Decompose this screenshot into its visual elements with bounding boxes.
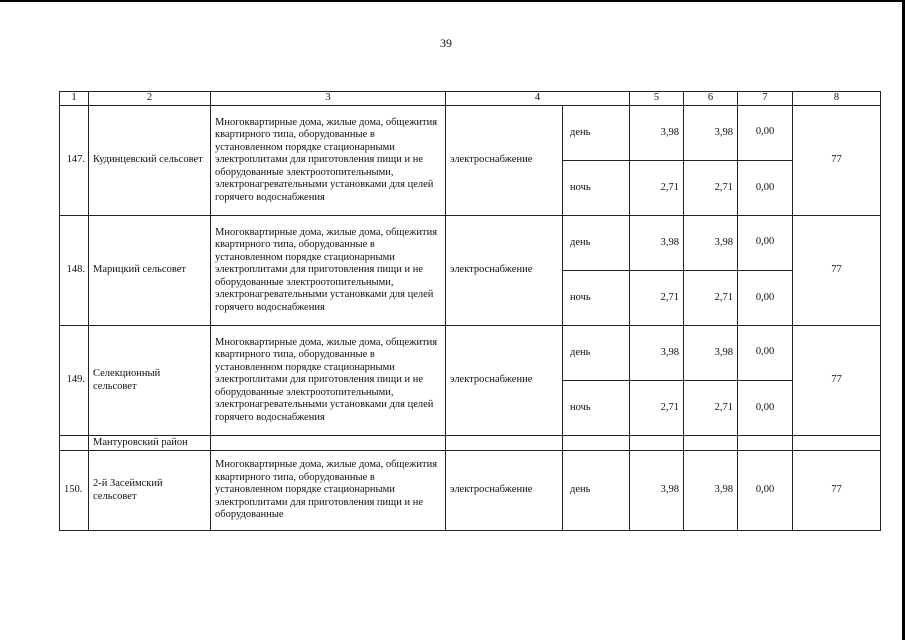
table-row bbox=[60, 326, 881, 381]
header-cell-6: 6 bbox=[684, 92, 738, 106]
settlement-name: Марицкий сельсовет bbox=[89, 216, 211, 326]
tariff-col6: 2,71 bbox=[684, 161, 738, 216]
row-number: 150. bbox=[60, 451, 89, 531]
table-row bbox=[60, 216, 881, 271]
period-day: день bbox=[563, 106, 630, 161]
tariff-col5: 2,71 bbox=[630, 381, 684, 436]
consumer-category: Многоквартирные дома, жилые дома, общежития квартирного типа, оборудованные в установленном порядке стационарными электроплитами для приготовления пищи и не оборудованные bbox=[211, 451, 446, 531]
tariff-col6: 3,98 bbox=[684, 106, 738, 161]
settlement-name: Кудинцевский сельсовет bbox=[89, 106, 211, 216]
settlement-name: Селекционный сельсовет bbox=[89, 326, 211, 436]
empty-cell bbox=[793, 436, 881, 451]
row-number: 149. bbox=[60, 326, 89, 436]
tariff-col5: 3,98 bbox=[630, 216, 684, 271]
header-cell-7: 7 bbox=[738, 92, 793, 106]
empty-cell bbox=[684, 436, 738, 451]
district-row bbox=[60, 436, 881, 451]
tariff-col5: 3,98 bbox=[630, 106, 684, 161]
tariff-col5: 3,98 bbox=[630, 326, 684, 381]
tariff-table bbox=[59, 91, 881, 531]
tariff-col6: 2,71 bbox=[684, 271, 738, 326]
tariff-col6: 2,71 bbox=[684, 381, 738, 436]
service-type: электроснабжение bbox=[446, 216, 563, 326]
service-type: электроснабжение bbox=[446, 451, 563, 531]
header-row bbox=[60, 92, 881, 106]
row-number: 147. bbox=[60, 106, 89, 216]
empty-cell bbox=[211, 436, 446, 451]
row-number: 148. bbox=[60, 216, 89, 326]
tariff-col7: 0,00 bbox=[738, 106, 793, 161]
service-type: электроснабжение bbox=[446, 106, 563, 216]
empty-cell bbox=[446, 436, 563, 451]
header-cell-2: 2 bbox=[89, 92, 211, 106]
period-day: день bbox=[563, 216, 630, 271]
header-cell-8: 8 bbox=[793, 92, 881, 106]
tariff-col8: 77 bbox=[793, 451, 881, 531]
period-day: день bbox=[563, 326, 630, 381]
empty-cell bbox=[738, 436, 793, 451]
tariff-col8: 77 bbox=[793, 216, 881, 326]
period-night: ночь bbox=[563, 271, 630, 326]
empty-cell bbox=[60, 436, 89, 451]
consumer-category: Многоквартирные дома, жилые дома, общежития квартирного типа, оборудованные в установленном порядке стационарными электроплитами для приготовления пищи и не оборудованные электроотопительными, электронагревательными установками для целей горячего водоснабжения bbox=[211, 326, 446, 436]
consumer-category: Многоквартирные дома, жилые дома, общежития квартирного типа, оборудованные в установленном порядке стационарными электроплитами для приготовления пищи и не оборудованные электроотопительными, электронагревательными установками для целей горячего водоснабжения bbox=[211, 106, 446, 216]
header-cell-4: 4 bbox=[446, 92, 630, 106]
scan-edge-top bbox=[0, 0, 905, 2]
district-name: Мантуровский район bbox=[89, 436, 211, 451]
table-row bbox=[60, 451, 881, 531]
tariff-col7: 0,00 bbox=[738, 326, 793, 381]
tariff-col8: 77 bbox=[793, 106, 881, 216]
header-cell-1: 1 bbox=[60, 92, 89, 106]
empty-cell bbox=[563, 436, 630, 451]
tariff-col6: 3,98 bbox=[684, 216, 738, 271]
header-cell-5: 5 bbox=[630, 92, 684, 106]
tariff-col8: 77 bbox=[793, 326, 881, 436]
period-night: ночь bbox=[563, 161, 630, 216]
service-type: электроснабжение bbox=[446, 326, 563, 436]
page-number: 39 bbox=[440, 36, 452, 50]
tariff-col7: 0,00 bbox=[738, 451, 793, 531]
tariff-col7: 0,00 bbox=[738, 161, 793, 216]
settlement-name: 2-й Засеймский сельсовет bbox=[89, 451, 211, 531]
period-night: ночь bbox=[563, 381, 630, 436]
empty-cell bbox=[630, 436, 684, 451]
tariff-col6: 3,98 bbox=[684, 326, 738, 381]
consumer-category: Многоквартирные дома, жилые дома, общежития квартирного типа, оборудованные в установленном порядке стационарными электроплитами для приготовления пищи и не оборудованные электроотопительными, электронагревательными установками для целей горячего водоснабжения bbox=[211, 216, 446, 326]
header-cell-3: 3 bbox=[211, 92, 446, 106]
table-row bbox=[60, 106, 881, 161]
tariff-col5: 2,71 bbox=[630, 271, 684, 326]
tariff-col5: 2,71 bbox=[630, 161, 684, 216]
tariff-col7: 0,00 bbox=[738, 216, 793, 271]
tariff-col7: 0,00 bbox=[738, 271, 793, 326]
tariff-col6: 3,98 bbox=[684, 451, 738, 531]
period-day: день bbox=[563, 451, 630, 531]
tariff-col5: 3,98 bbox=[630, 451, 684, 531]
tariff-col7: 0,00 bbox=[738, 381, 793, 436]
